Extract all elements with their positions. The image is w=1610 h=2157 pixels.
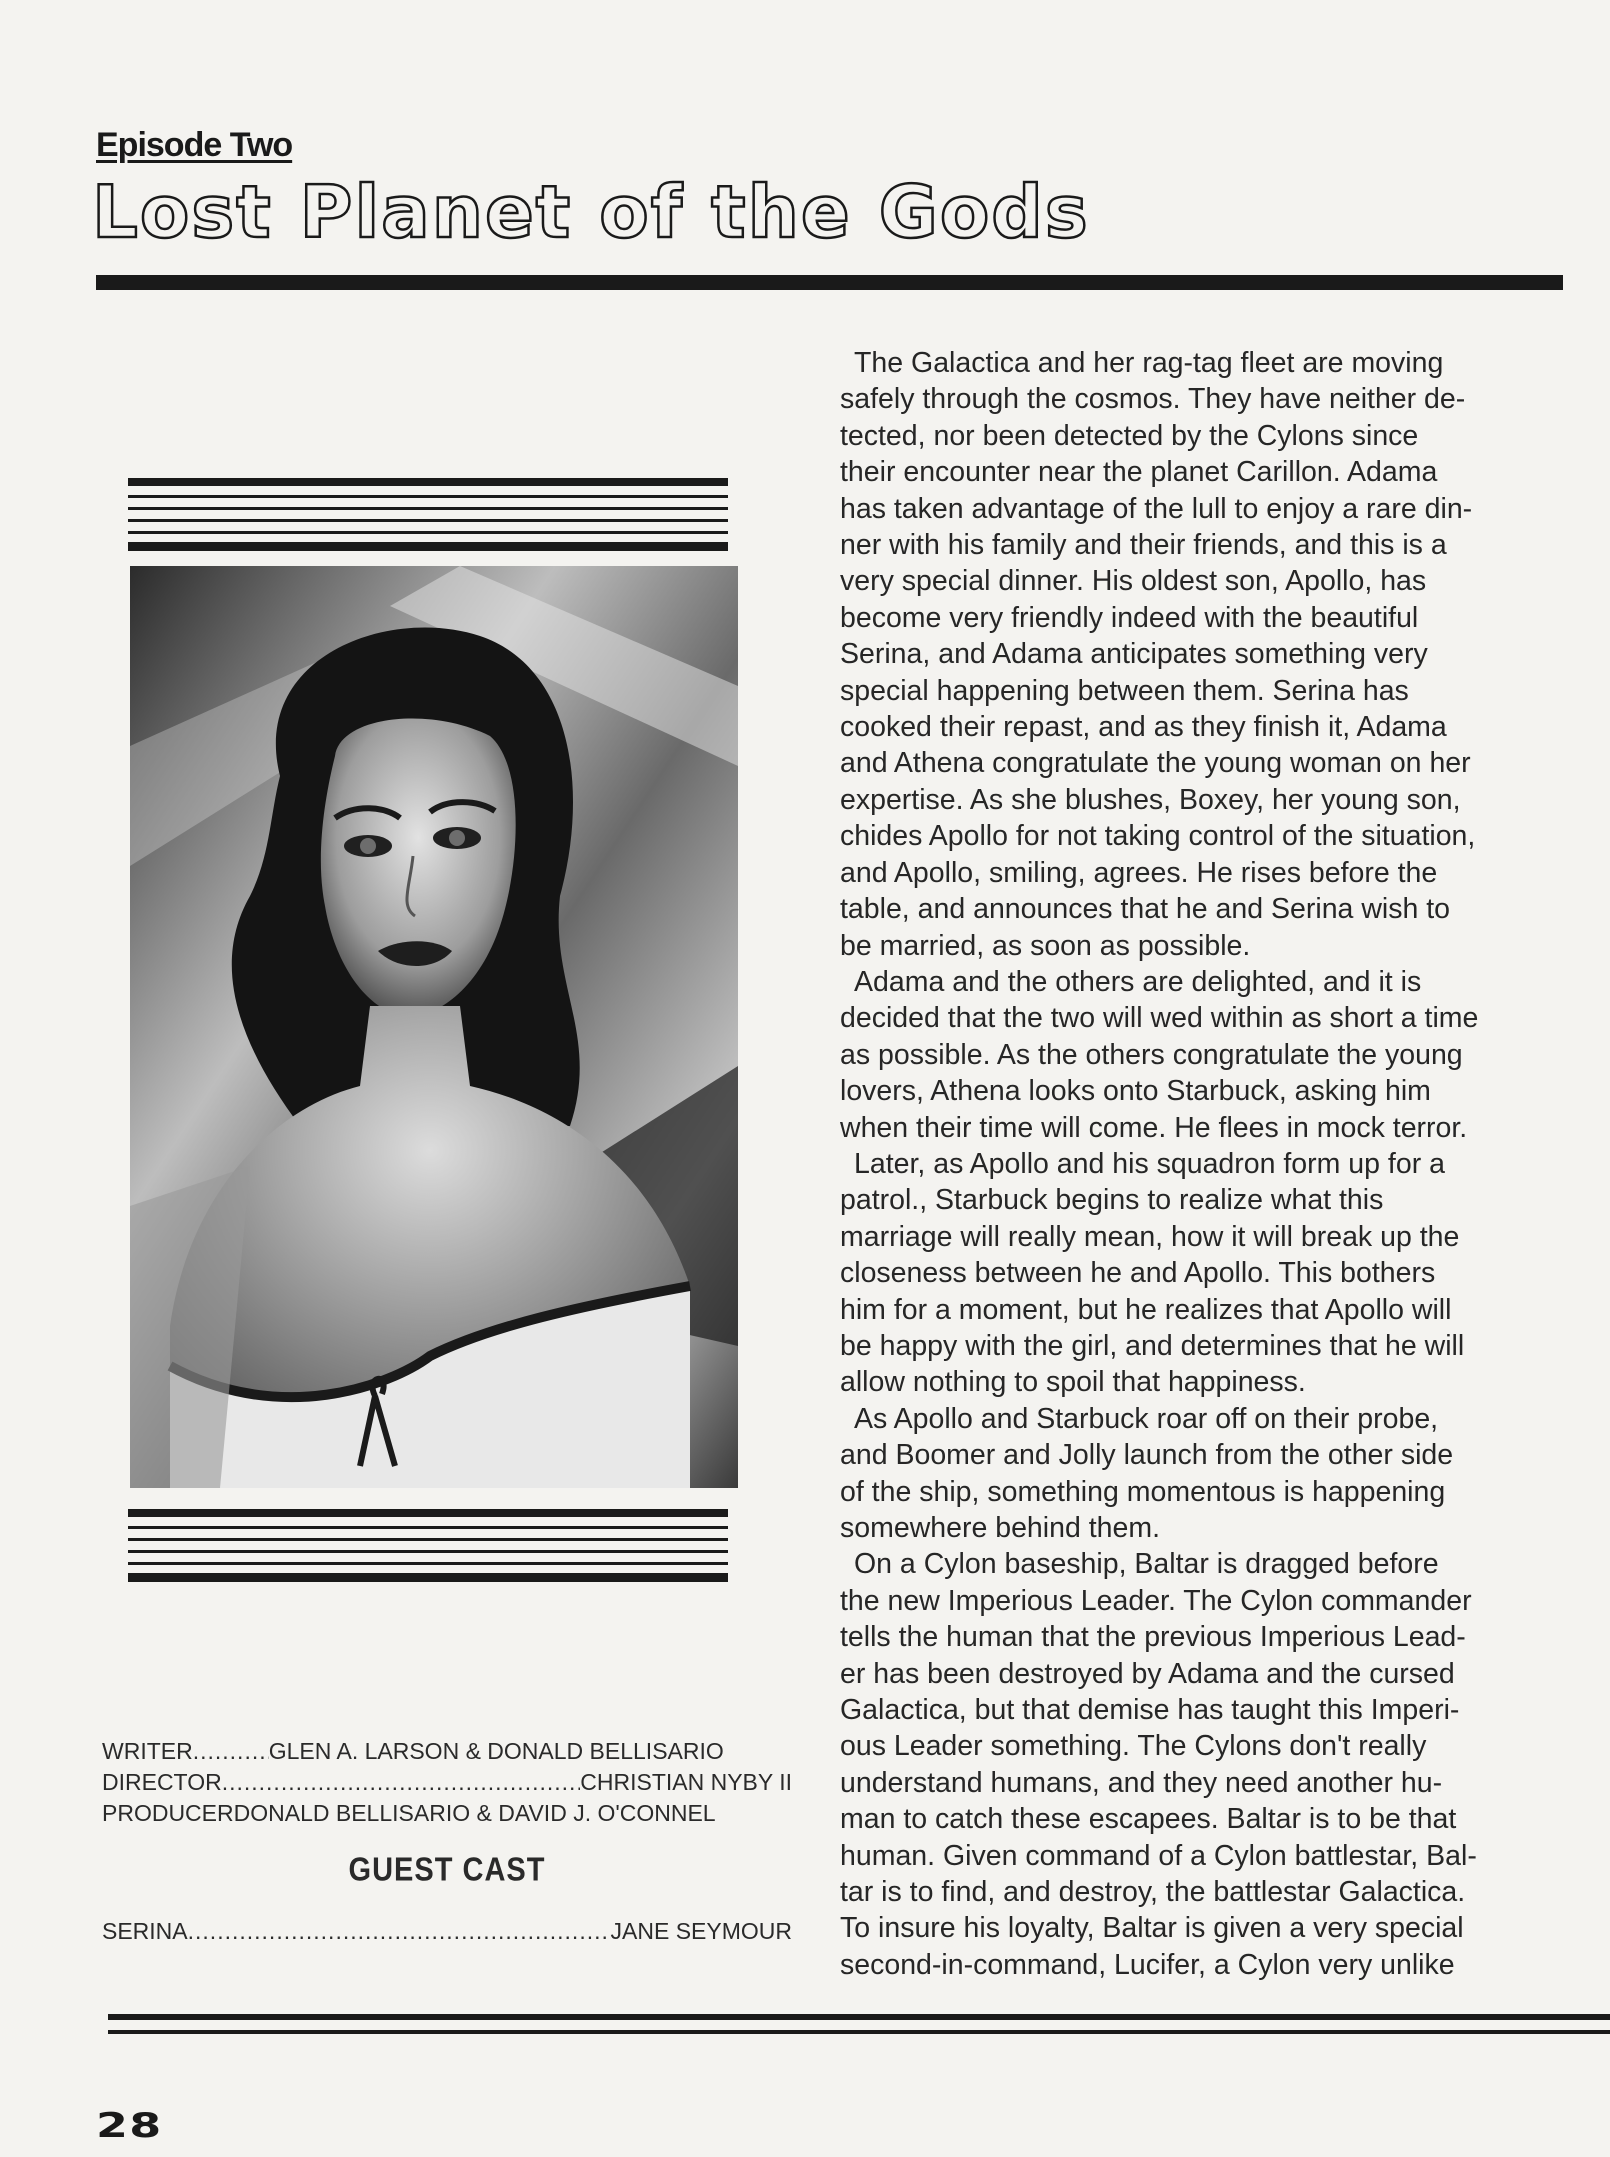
body-text-line: Galactica, but that demise has taught this Imperi- <box>840 1694 1460 1727</box>
page-number: 28 <box>96 2106 163 2146</box>
body-text-line: er has been destroyed by Adama and the cursed <box>840 1657 1455 1690</box>
body-text-line: table, and announces that he and Serina wish to <box>840 893 1451 926</box>
body-text-line: patrol., Starbuck begins to realize what this <box>840 1184 1384 1217</box>
episode-label: Episode Two <box>96 126 293 164</box>
body-text-line: and Athena congratulate the young woman on her <box>840 747 1471 780</box>
bottom-rule-thin <box>108 2030 1610 2034</box>
credit-name: JANE SEYMOUR <box>610 1918 792 1944</box>
body-text-line: ner with his family and their friends, and this is a <box>840 529 1447 562</box>
portrait-photo <box>130 566 738 1488</box>
body-text-line: ous Leader something. The Cylons don't really <box>840 1730 1427 1763</box>
photo-top-stripes <box>128 478 728 551</box>
body-text-line: chides Apollo for not taking control of the situation, <box>840 820 1476 853</box>
body-text-line: be married, as soon as possible. <box>840 929 1251 962</box>
body-text-line: understand humans, and they need another hu- <box>840 1766 1443 1799</box>
body-text-line: tected, nor been detected by the Cylons since <box>840 419 1419 452</box>
body-text-line: somewhere behind them. <box>840 1512 1161 1544</box>
credit-director <box>102 1767 792 1798</box>
body-text-line: become very friendly indeed with the beautiful <box>840 601 1419 634</box>
body-text-line: of the ship, something momentous is happening <box>840 1475 1446 1508</box>
body-text-line: when their time will come. He flees in mock terror. <box>840 1111 1468 1144</box>
body-text-line: To insure his loyalty, Baltar is given a very special <box>840 1912 1464 1945</box>
credit-name: GLEN A. LARSON & DONALD BELLISARIO <box>268 1738 724 1764</box>
credit-role: DIRECTOR <box>102 1769 222 1795</box>
credit-serina <box>102 1916 792 1947</box>
body-text-line: as possible. As the others congratulate the young <box>840 1038 1463 1071</box>
body-text-line: tar is to find, and destroy, the battlestar Galactica. <box>840 1876 1466 1909</box>
guest-cast-heading: GUEST CAST <box>348 1851 546 1889</box>
body-text-line: special happening between them. Serina has <box>840 674 1409 707</box>
body-text-line: As Apollo and Starbuck roar off on their probe, <box>854 1402 1439 1435</box>
body-text-line: Later, as Apollo and his squadron form up for a <box>854 1147 1445 1180</box>
article-body <box>840 345 1540 1983</box>
body-text-line: second-in-command, Lucifer, a Cylon very unlike <box>840 1948 1455 1981</box>
body-text-line: tells the human that the previous Imperious Lead- <box>840 1621 1466 1654</box>
body-text-line: human. Given command of a Cylon battlestar, Bal- <box>840 1839 1477 1872</box>
body-text-line: expertise. As she blushes, Boxey, her young son, <box>840 783 1461 816</box>
body-text-line: their encounter near the planet Carillon. Adama <box>840 456 1438 489</box>
title-divider <box>96 275 1563 290</box>
bottom-rule <box>108 2014 1610 2020</box>
body-text-line: very special dinner. His oldest son, Apollo, has <box>840 565 1427 598</box>
credit-name: CHRISTIAN NYBY II <box>580 1769 792 1795</box>
body-text-line: marriage will really mean, how it will break up the <box>840 1220 1460 1253</box>
body-text-line: decided that the two will wed within as short a time <box>840 1002 1479 1035</box>
credit-name: DONALD BELLISARIO & DAVID J. O'CONNEL <box>233 1800 716 1826</box>
body-text-line: allow nothing to spoil that happiness. <box>840 1366 1306 1399</box>
credit-role: PRODUCER <box>102 1800 234 1826</box>
body-text-line: has taken advantage of the lull to enjoy a rare din- <box>840 492 1473 525</box>
body-text-line: be happy with the girl, and determines that he will <box>840 1329 1465 1362</box>
body-text-line: and Boomer and Jolly launch from the other side <box>840 1439 1454 1472</box>
body-text-line: lovers, Athena looks onto Starbuck, asking him <box>840 1075 1431 1108</box>
body-text-line: the new Imperious Leader. The Cylon commander <box>840 1584 1472 1617</box>
episode-title: Lost Planet of the Gods <box>92 170 1090 254</box>
body-text-line: Adama and the others are delighted, and it is <box>854 965 1422 998</box>
body-text-line: cooked their repast, and as they finish it, Adama <box>840 711 1447 744</box>
body-text-line: The Galactica and her rag-tag fleet are moving <box>854 347 1444 379</box>
body-text-line: Serina, and Adama anticipates something very <box>840 638 1428 671</box>
credit-role: SERINA <box>102 1918 188 1944</box>
photo-bottom-stripes <box>128 1509 728 1582</box>
credit-producer <box>102 1798 792 1829</box>
body-text-line: On a Cylon baseship, Baltar is dragged before <box>854 1548 1439 1581</box>
body-text-line: him for a moment, but he realizes that Apollo will <box>840 1293 1452 1326</box>
credit-writer <box>102 1736 792 1767</box>
body-text-line: and Apollo, smiling, agrees. He rises before the <box>840 856 1438 889</box>
body-text-line: closeness between he and Apollo. This bothers <box>840 1257 1436 1290</box>
credit-role: WRITER <box>102 1738 193 1764</box>
credits-block <box>102 1736 792 1947</box>
body-text-line: safely through the cosmos. They have neither de- <box>840 383 1466 416</box>
body-text-line: man to catch these escapees. Baltar is to be that <box>840 1803 1457 1836</box>
